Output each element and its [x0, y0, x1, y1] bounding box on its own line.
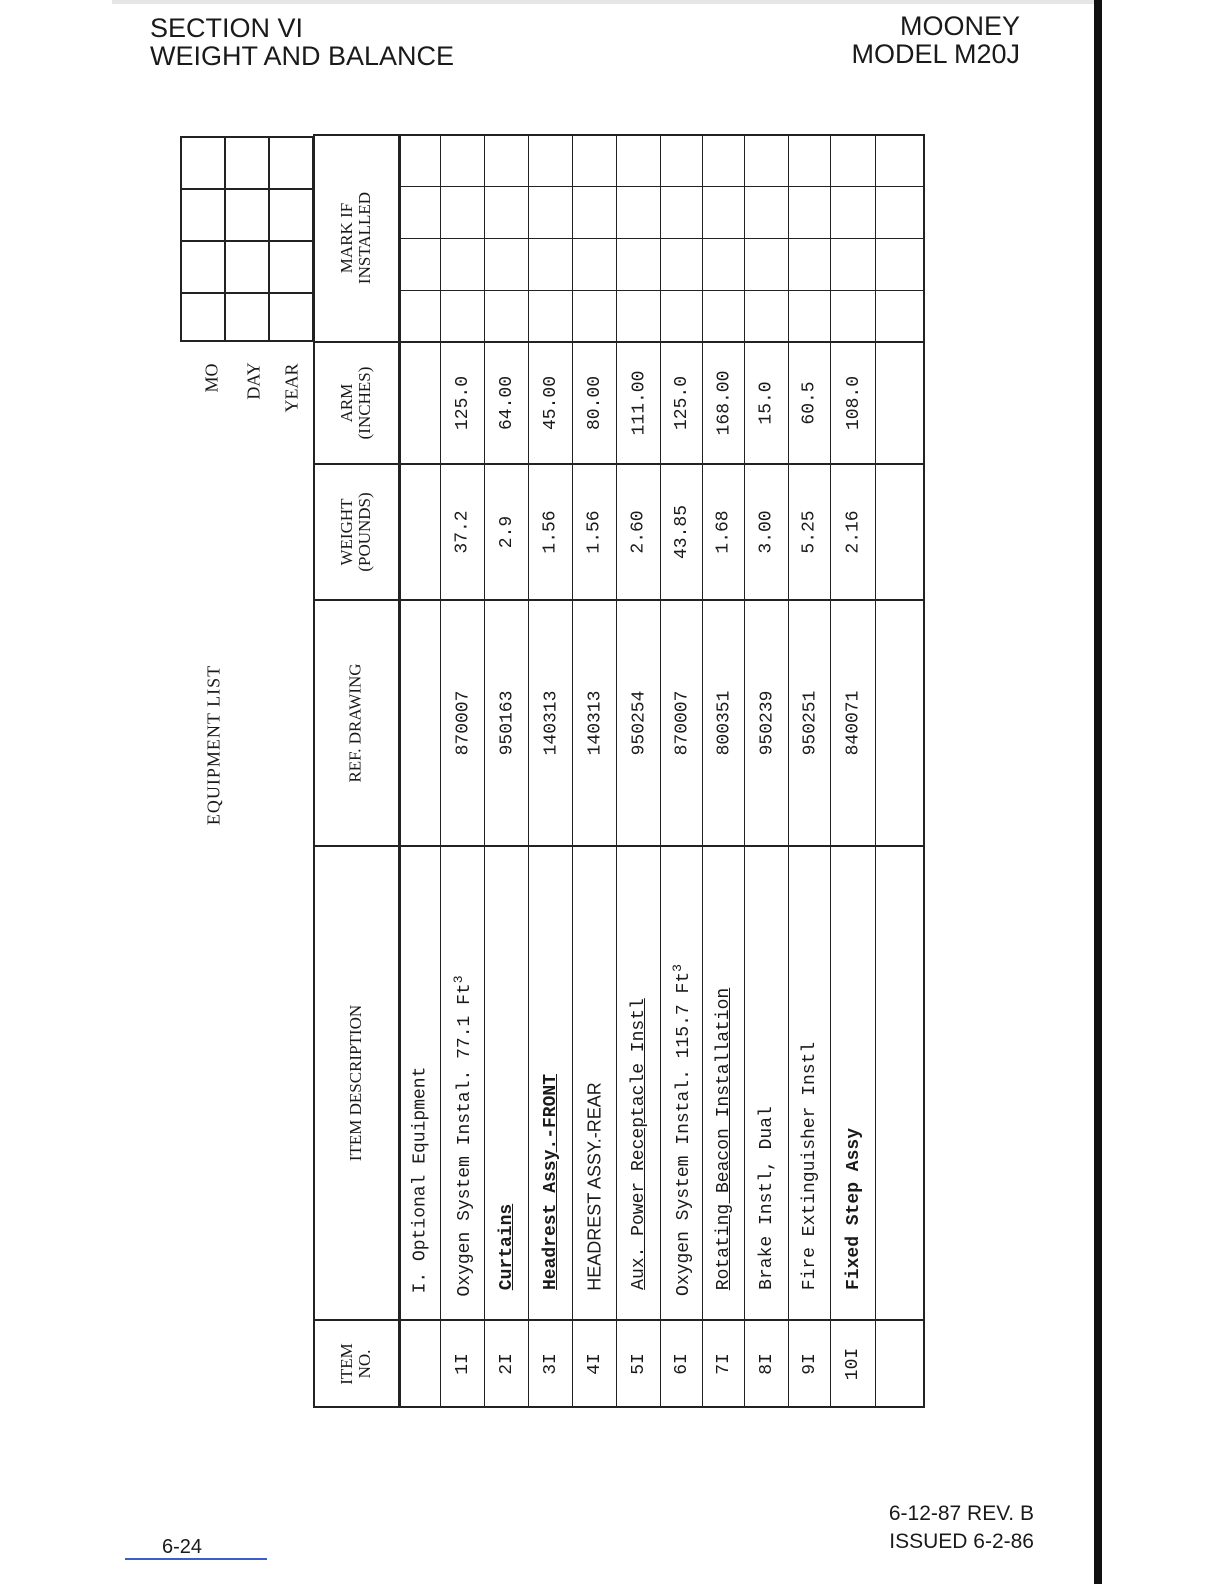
- weight-cell-text: 2.16: [843, 510, 864, 554]
- weight-cell: [745, 464, 789, 600]
- description-cell-text: Brake Instl, Dual: [757, 1106, 777, 1290]
- cubic-superscript: 3: [670, 964, 685, 972]
- header-mark-if-installed: MARK IF INSTALLED: [337, 191, 374, 285]
- revision-date: 6-12-87 REV. B: [888, 1502, 1034, 1525]
- section-header: [150, 14, 454, 70]
- model-header: [851, 12, 1020, 68]
- date-grid-line: [180, 292, 313, 294]
- date-label-day: DAY: [243, 362, 264, 400]
- weight-cell-text: 2.60: [629, 510, 649, 554]
- ref-drawing-cell: [441, 600, 485, 846]
- ref-drawing-cell: [529, 600, 573, 846]
- section-number: SECTION VI: [150, 13, 304, 43]
- arm-cell: [485, 342, 529, 464]
- issued-date: ISSUED 6-2-86: [889, 1530, 1034, 1553]
- item-no-cell: [529, 1320, 573, 1408]
- mark-column-line: [399, 186, 925, 187]
- item-no-cell: [789, 1320, 831, 1408]
- item-no-cell: [485, 1320, 529, 1408]
- weight-cell: [573, 464, 617, 600]
- item-no-cell: [441, 1320, 485, 1408]
- cubic-superscript: 3: [451, 974, 466, 983]
- equipment-table: [313, 134, 925, 1408]
- item-no-cell-text: 5I: [628, 1353, 649, 1375]
- ref-drawing-cell: [485, 600, 529, 846]
- date-grid-line: [180, 136, 313, 138]
- revision-block: [889, 1500, 1034, 1556]
- description-cell-text: Fixed Step Assy: [843, 1127, 864, 1291]
- item-no-cell-text: 7I: [713, 1353, 734, 1375]
- description-cell-text: HEADREST ASSY.-REAR: [584, 1082, 605, 1291]
- arm-cell: [789, 342, 831, 464]
- arm-cell-text: 64.00: [497, 375, 518, 431]
- arm-cell: [831, 342, 876, 464]
- ref-drawing-cell: [831, 600, 876, 846]
- header-ref-drawing: REF. DRAWING: [346, 663, 366, 783]
- arm-cell-text: 80.00: [585, 375, 606, 431]
- top-rule: [112, 0, 1100, 4]
- weight-cell: [661, 464, 703, 600]
- weight-cell-text: 3.00: [757, 510, 777, 554]
- item-no-cell-text: 4I: [584, 1353, 605, 1375]
- ref-drawing-cell-text: 800351: [714, 690, 734, 756]
- ref-drawing-cell-text: 950163: [497, 690, 517, 756]
- weight-cell-text: 1.56: [541, 510, 561, 554]
- weight-cell: [617, 464, 661, 600]
- ref-drawing-cell-text: 870007: [672, 690, 692, 756]
- mark-column-line: [399, 238, 925, 239]
- weight-cell: [703, 464, 745, 600]
- item-no-cell-text: 2I: [496, 1353, 517, 1375]
- description-cell-text: Fire Extinguisher Instl: [800, 1041, 820, 1291]
- weight-cell-text: 2.9: [497, 515, 517, 549]
- header-item-no: ITEM NO.: [337, 1343, 374, 1385]
- arm-cell-text: 108.0: [843, 375, 864, 431]
- weight-cell: [529, 464, 573, 600]
- description-cell: [745, 846, 789, 1320]
- ref-drawing-cell-text: 140313: [585, 690, 605, 756]
- item-no-cell: [831, 1320, 876, 1408]
- item-no-cell-text: 9I: [799, 1353, 820, 1375]
- ref-drawing-cell: [745, 600, 789, 846]
- description-cell-text: Oxygen System Instal. 115.7 Ft$^3$: [670, 964, 694, 1296]
- arm-cell: [529, 342, 573, 464]
- description-cell: [703, 846, 745, 1320]
- description-cell-text: Headrest Assy.-FRONT: [541, 1073, 561, 1291]
- description-cell: [573, 846, 617, 1320]
- ref-drawing-cell: [789, 600, 831, 846]
- arm-cell-text: 125.0: [453, 375, 474, 431]
- date-grid-line: [224, 136, 226, 342]
- description-cell: [789, 846, 831, 1320]
- arm-cell: [745, 342, 789, 464]
- table-border: [923, 134, 925, 1408]
- arm-cell: [441, 342, 485, 464]
- arm-cell-text: 15.0: [757, 381, 777, 425]
- arm-cell-text: 125.0: [672, 375, 693, 431]
- ref-drawing-cell: [661, 600, 703, 846]
- item-no-cell: [573, 1320, 617, 1408]
- ref-drawing-cell: [703, 600, 745, 846]
- description-cell-text: Rotating Beacon Installation: [714, 987, 734, 1291]
- weight-cell-text: 1.56: [585, 510, 605, 554]
- weight-cell: [789, 464, 831, 600]
- item-no-cell-text: 3I: [540, 1353, 561, 1375]
- ref-drawing-cell-text: 840071: [843, 690, 864, 756]
- model-name: MODEL M20J: [851, 39, 1020, 69]
- ref-drawing-cell-text: 870007: [453, 690, 473, 756]
- header-item-description: ITEM DESCRIPTION: [346, 1004, 365, 1162]
- arm-cell: [661, 342, 703, 464]
- date-label-year: YEAR: [281, 363, 302, 413]
- arm-cell-text: 168.00: [714, 370, 734, 436]
- page-number: 6-24: [162, 1536, 203, 1558]
- description-cell: [485, 846, 529, 1320]
- section-heading: I. Optional Equipment: [410, 1066, 430, 1294]
- ref-drawing-cell-text: 950251: [800, 690, 820, 756]
- arm-cell-text: 60.5: [800, 381, 820, 425]
- arm-cell-text: 45.00: [541, 375, 562, 431]
- arm-cell: [703, 342, 745, 464]
- description-cell: [529, 846, 573, 1320]
- date-grid-line: [180, 188, 313, 190]
- manufacturer: MOONEY: [899, 11, 1020, 41]
- item-no-cell: [703, 1320, 745, 1408]
- table-column-line: [398, 134, 401, 1408]
- section-title: WEIGHT AND BALANCE: [150, 41, 455, 71]
- item-no-cell: [617, 1320, 661, 1408]
- weight-cell-text: 1.68: [714, 510, 734, 554]
- item-no-cell: [661, 1320, 703, 1408]
- page-number-underline: [125, 1558, 267, 1560]
- description-cell: [441, 846, 485, 1320]
- date-entry-grid: [180, 136, 313, 342]
- description-cell-text: Curtains: [497, 1203, 517, 1291]
- description-cell-text: Aux. Power Receptacle Instl: [629, 998, 649, 1290]
- ref-drawing-cell-text: 950239: [757, 690, 777, 756]
- table-border: [313, 134, 925, 136]
- description-cell: [617, 846, 661, 1320]
- weight-cell-text: 5.25: [800, 510, 820, 554]
- table-border: [313, 134, 315, 1408]
- header-arm: ARM (INCHES): [337, 366, 374, 440]
- description-cell-text: Oxygen System Instal. 77.1 Ft$^3$: [451, 974, 475, 1297]
- page-edge-bar: [1094, 0, 1102, 1584]
- ref-drawing-cell-text: 950254: [629, 690, 649, 756]
- weight-cell: [485, 464, 529, 600]
- ref-drawing-cell: [573, 600, 617, 846]
- ref-drawing-cell: [617, 600, 661, 846]
- arm-cell: [617, 342, 661, 464]
- date-label-mo: MO: [201, 363, 222, 393]
- ref-drawing-cell-text: 140313: [541, 690, 561, 756]
- weight-cell: [441, 464, 485, 600]
- date-grid-line: [268, 136, 270, 342]
- header-weight: WEIGHT (POUNDS): [337, 492, 374, 572]
- item-no-cell-text: 1I: [452, 1353, 473, 1375]
- equipment-list-title: EQUIPMENT LIST: [203, 664, 224, 826]
- item-no-cell-text: 10I: [843, 1347, 864, 1381]
- item-no-cell: [745, 1320, 789, 1408]
- arm-cell-text: 111.00: [629, 370, 649, 436]
- item-no-cell-text: 8I: [756, 1353, 777, 1375]
- description-cell: [661, 846, 703, 1320]
- weight-cell-text: 37.2: [453, 510, 473, 554]
- mark-column-line: [399, 290, 925, 291]
- arm-cell: [573, 342, 617, 464]
- item-no-cell-text: 6I: [671, 1353, 692, 1375]
- date-grid-line: [180, 136, 182, 342]
- weight-cell: [831, 464, 876, 600]
- weight-cell-text: 43.85: [672, 504, 693, 560]
- date-grid-line: [180, 240, 313, 242]
- date-grid-line: [180, 340, 313, 342]
- description-cell: [831, 846, 876, 1320]
